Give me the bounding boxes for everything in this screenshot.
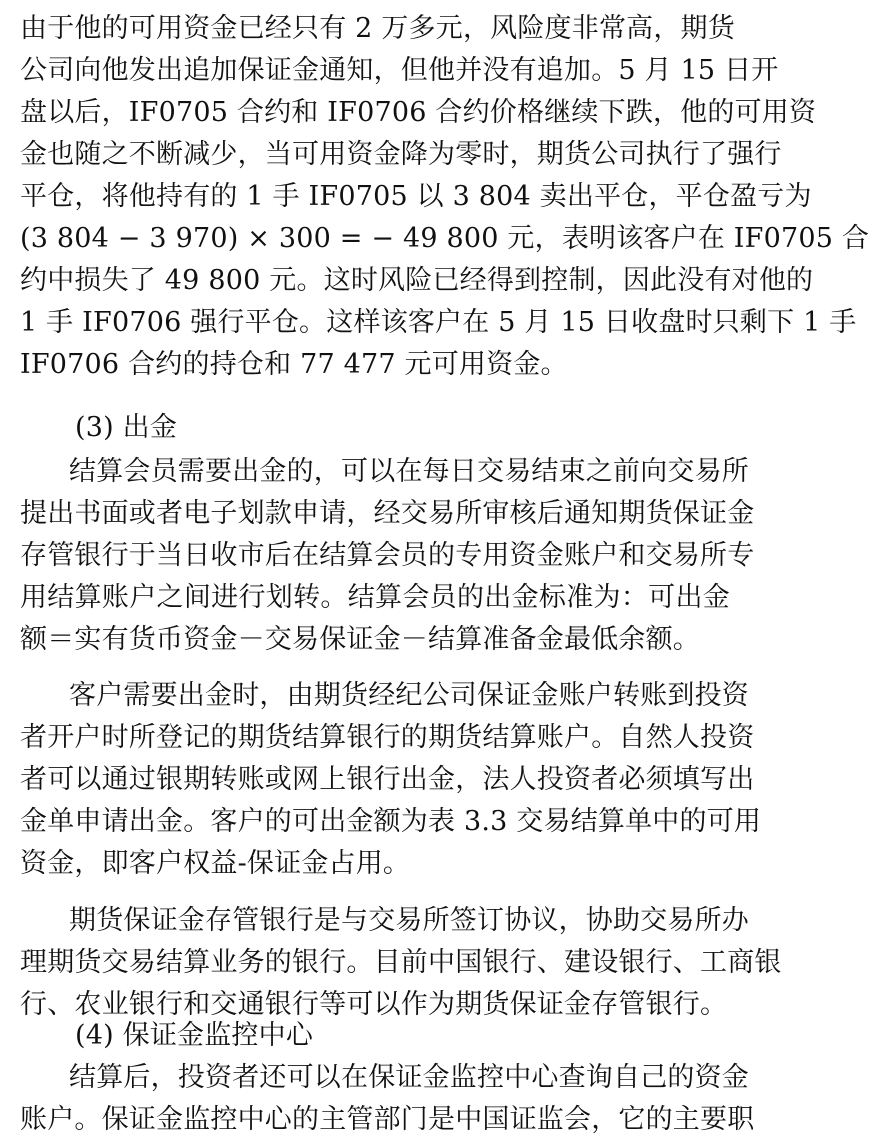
text-line-5: 平仓，将他持有的 1 手 IF0705 以 3 804 卖出平仓，平仓盈亏为 [20, 181, 812, 212]
text-line-7: 约中损失了 49 800 元。这时风险已经得到控制，因此没有对他的 [20, 265, 814, 296]
text-line-13: 存管银行于当日收市后在结算会员的专用资金账户和交易所专 [20, 540, 755, 571]
text-line-25: 结算后，投资者还可以在保证金监控中心查询自己的资金 [69, 1062, 749, 1093]
section-heading-3: (3) 出金 [75, 412, 178, 443]
text-line-22: 理期货交易结算业务的银行。目前中国银行、建设银行、工商银 [20, 947, 782, 978]
text-line-26: 账户。保证金监控中心的主管部门是中国证监会，它的主要职 [20, 1104, 755, 1135]
text-line-8: 1 手 IF0706 强行平仓。这样该客户在 5 月 15 日收盘时只剩下 1 手 [20, 307, 857, 338]
text-line-21: 期货保证金存管银行是与交易所签订协议，协助交易所办 [69, 905, 749, 936]
text-line-3: 盘以后，IF0705 合约和 IF0706 合约价格继续下跌，他的可用资 [20, 97, 817, 128]
text-line-15: 额＝实有货币资金－交易保证金－结算准备金最低余额。 [20, 624, 700, 655]
text-line-2: 公司向他发出追加保证金通知，但他并没有追加。5 月 15 日开 [20, 55, 779, 86]
text-line-4: 金也随之不断减少，当可用资金降为零时，期货公司执行了强行 [20, 139, 782, 170]
section-heading-4: (4) 保证金监控中心 [75, 1020, 314, 1051]
text-line-6: (3 804 − 3 970) × 300 = − 49 800 元，表明该客户在 IF0705 合 [20, 223, 869, 254]
text-line-18: 者可以通过银期转账或网上银行出金，法人投资者必须填写出 [20, 764, 755, 795]
text-line-23: 行、农业银行和交通银行等可以作为期货保证金存管银行。 [20, 989, 728, 1020]
text-line-17: 者开户时所登记的期货结算银行的期货结算账户。自然人投资 [20, 722, 755, 753]
text-line-14: 用结算账户之间进行划转。结算会员的出金标准为：可出金 [20, 582, 730, 613]
text-line-12: 提出书面或者电子划款申请，经交易所审核后通知期货保证金 [20, 498, 755, 529]
text-line-1: 由于他的可用资金已经只有 2 万多元，风险度非常高，期货 [20, 13, 735, 44]
text-line-19: 金单申请出金。客户的可出金额为表 3.3 交易结算单中的可用 [20, 806, 762, 837]
text-line-16: 客户需要出金时，由期货经纪公司保证金账户转账到投资 [69, 680, 749, 711]
text-line-11: 结算会员需要出金的，可以在每日交易结束之前向交易所 [69, 456, 749, 487]
text-line-20: 资金，即客户权益-保证金占用。 [20, 848, 411, 879]
text-line-9: IF0706 合约的持仓和 77 477 元可用资金。 [20, 349, 568, 380]
